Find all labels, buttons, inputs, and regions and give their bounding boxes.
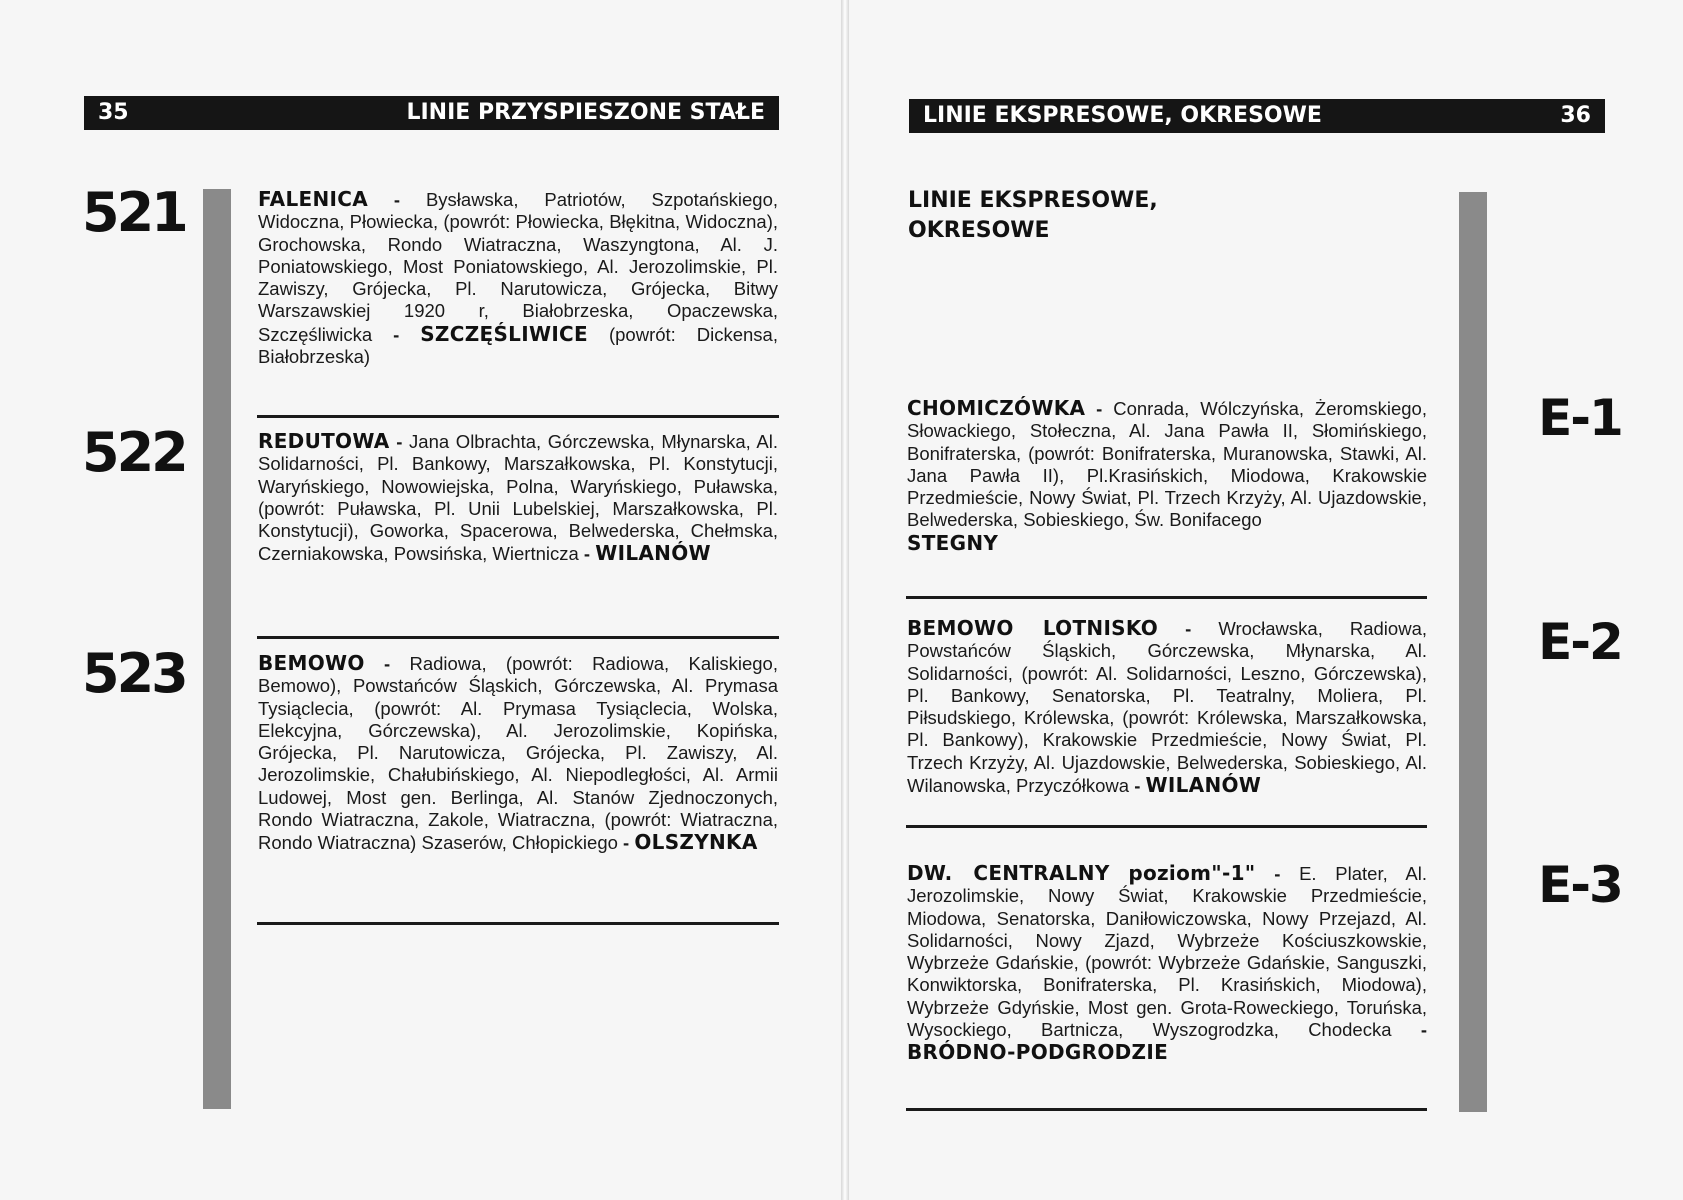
separator-rule [906, 596, 1427, 599]
book-gutter [841, 0, 849, 1200]
route-description-523: BEMOWO - Radiowa, (powrót: Radiowa, Kaliskiego, Bemowo), Powstańców Śląskich, Górczewska, Al. Prymasa Tysiąclecia, (powrót: Al. Prymasa Tysiąclecia, Wolska, Elekcyjna, Górczewska), Al. Jerozolimskie, Kopińska, Grójecka, Pl. Narutowicza, Grójecka, Pl. Zawiszy, Al. Jerozolimskie, Chałubińskiego, Al. Niepodległości, Al. Armii Ludowej, Most gen. Berlinga, Al. Stanów Zjednoczonych, Rondo Wiatraczna, Zakole, Wiatraczna, (powrót: Wiatraczna, Rondo Wiatraczna) Szaserów, Chłopickiego - OLSZYNKA [258, 651, 778, 855]
page-number: 35 [98, 100, 129, 125]
route-code-e3: E-3 [1538, 856, 1622, 914]
route-number-521: 521 [82, 181, 186, 244]
separator-rule [257, 922, 779, 925]
separator-rule [257, 636, 779, 639]
route-via: Wrocławska, Radiowa, Powstańców Śląskich, Górczewska, Młynarska, Al. Solidarności, (powrót: Al. Solidarności, Leszno, Górczewska), Pl. Bankowy, Senatorska, Pl. Teatralny, Moliera, Pl. Piłsudskiego, Królewska, (powrót: Królewska, Marszałkowska, Pl. Bankowy), Krakowskie Przedmieście, Nowy Świat, Pl. Trzech Krzyży, Al. Ujazdowskie, Belwederska, Sobieskiego, Al. Wilanowska, Przyczółkowa [907, 618, 1427, 797]
separator-rule [906, 825, 1427, 828]
route-code-e2: E-2 [1538, 613, 1622, 671]
left-page [0, 0, 841, 1200]
route-via: Bysławska, Patriotów, Szpotańskiego, Widoczna, Płowiecka, (powrót: Płowiecka, Błękitna, Widoczna), Grochowska, Rondo Wiatraczna, Waszyngtona, Al. J. Poniatowskiego, Most Poniatowskiego, Al. Jerozolimskie, Pl. Zawiszy, Grójecka, Pl. Narutowicza, Grójecka, Bitwy Warszawskiej 1920 r, Białobrzeska, Opaczewska, Szczęśliwicka [258, 189, 778, 345]
route-code-e1: E-1 [1538, 389, 1622, 447]
route-destination: SZCZĘŚLIWICE [420, 321, 588, 346]
route-description-e2: BEMOWO LOTNISKO - Wrocławska, Radiowa, Powstańców Śląskich, Górczewska, Młynarska, Al. Solidarności, (powrót: Al. Solidarności, Leszno, Górczewska), Pl. Bankowy, Senatorska, Pl. Teatralny, Moliera, Pl. Piłsudskiego, Królewska, (powrót: Królewska, Marszałkowska, Pl. Bankowy), Krakowskie Przedmieście, Nowy Świat, Pl. Trzech Krzyży, Al. Ujazdowskie, Belwederska, Sobieskiego, Al. Wilanowska, Przyczółkowa - WILANÓW [907, 616, 1427, 798]
route-via: E. Plater, Al. Jerozolimskie, Nowy Świat, Krakowskie Przedmieście, Miodowa, Senatorska, Daniłowiczowska, Nowy Przejazd, Al. Solidarności, Nowy Zjazd, Wybrzeże Kościuszkowskie, Wybrzeże Gdańskie, (powrót: Wybrzeże Gdańskie, Sanguszki, Konwiktorska, Bonifraterska, Pl. Krasińskich, Miodowa), Wybrzeże Gdyńskie, Most gen. Grota-Roweckiego, Toruńska, Wysockiego, Bartnicza, Wyszogrodzka, Chodecka [907, 863, 1427, 1041]
route-destination: BRÓDNO-PODGRODZIE [907, 1040, 1169, 1065]
route-destination: OLSZYNKA [634, 830, 758, 855]
route-description-e3: DW. CENTRALNY poziom"-1" - E. Plater, Al. Jerozolimskie, Nowy Świat, Krakowskie Przedmieście, Miodowa, Senatorska, Daniłowiczowska, Nowy Przejazd, Al. Solidarności, Nowy Zjazd, Wybrzeże Kościuszkowskie, Wybrzeże Gdańskie, (powrót: Wybrzeże Gdańskie, Sanguszki, Konwiktorska, Bonifraterska, Pl. Krasińskich, Miodowa), Wybrzeże Gdyńskie, Most gen. Grota-Roweckiego, Toruńska, Wysockiego, Bartnicza, Wyszogrodzka, Chodecka - BRÓDNO-PODGRODZIE [907, 861, 1427, 1065]
route-return-note: (powrót: Dickensa, Białobrzeska) [258, 323, 778, 368]
header-title: LINIE EKSPRESOWE, OKRESOWE [923, 103, 1322, 128]
route-via: Jana Olbrachta, Górczewska, Młynarska, Al. Solidarności, Pl. Bankowy, Marszałkowska, Pl. Konstytucji, Waryńskiego, Nowowiejska, Polna, Waryńskiego, Puławska, (powrót: Puławska, Pl. Unii Lubelskiej, Marszałkowska, Pl. Konstytucji), Goworka, Spacerowa, Belwederska, Chełmska, Czerniakowska, Powsińska, Wiertnicza [258, 431, 778, 565]
route-origin: DW. CENTRALNY [907, 861, 1110, 885]
page-number: 36 [1560, 103, 1591, 128]
section-title: LINIE EKSPRESOWE, OKRESOWE [908, 188, 1158, 243]
route-description-522: REDUTOWA - Jana Olbrachta, Górczewska, Młynarska, Al. Solidarności, Pl. Bankowy, Marszałkowska, Pl. Konstytucji, Waryńskiego, Nowowiejska, Polna, Waryńskiego, Puławska, (powrót: Puławska, Pl. Unii Lubelskiej, Marszałkowska, Pl. Konstytucji), Goworka, Spacerowa, Belwederska, Chełmska, Czerniakowska, Powsińska, Wiertnicza - WILANÓW [258, 429, 778, 566]
route-destination: STEGNY [907, 530, 999, 555]
route-origin: CHOMICZÓWKA [907, 396, 1086, 420]
route-origin: BEMOWO [258, 651, 365, 675]
separator-rule [257, 415, 779, 418]
route-origin: BEMOWO LOTNISKO [907, 616, 1159, 640]
route-description-521: FALENICA - Bysławska, Patriotów, Szpotańskiego, Widoczna, Płowiecka, (powrót: Płowiecka, Błękitna, Widoczna), Grochowska, Rondo Wiatraczna, Waszyngtona, Al. J. Poniatowskiego, Most Poniatowskiego, Al. Jerozolimskie, Pl. Zawiszy, Grójecka, Pl. Narutowicza, Grójecka, Bitwy Warszawskiej 1920 r, Białobrzeska, Opaczewska, Szczęśliwicka - SZCZĘŚLIWICE (powrót: Dickensa, Białobrzeska) [258, 187, 778, 368]
route-description-e1: CHOMICZÓWKA - Conrada, Wólczyńska, Żeromskiego, Słowackiego, Stołeczna, Al. Jana Pawła II, Słomińskiego, Bonifraterska, (powrót: Bonifraterska, Muranowska, Stawki, Al. Jana Pawła II), Pl.Krasińskich, Miodowa, Krakowskie Przedmieście, Nowy Świat, Pl. Trzech Krzyży, Al. Ujazdowskie, Belwederska, Sobieskiego, Św. Bonifacego STEGNY [907, 396, 1427, 555]
right-page-header [909, 99, 1605, 133]
route-via: Radiowa, (powrót: Radiowa, Kaliskiego, Bemowo), Powstańców Śląskich, Górczewska, Al. Prymasa Tysiąclecia, (powrót: Al. Prymasa Tysiąclecia, Wolska, Elekcyjna, Górczewska), Al. Jerozolimskie, Kopińska, Grójecka, Pl. Narutowicza, Grójecka, Pl. Zawiszy, Al. Jerozolimskie, Chałubińskiego, Al. Niepodległości, Al. Armii Ludowej, Most gen. Berlinga, Al. Stanów Zjednoczonych, Rondo Wiatraczna, Zakole, Wiatraczna, (powrót: Wiatraczna, Rondo Wiatraczna) Szaserów, Chłopickiego [258, 653, 778, 854]
route-origin: FALENICA [258, 187, 368, 211]
left-vertical-bar [203, 189, 231, 1109]
route-destination: WILANÓW [595, 541, 711, 566]
header-title: LINIE PRZYSPIESZONE STAŁE [406, 100, 765, 125]
separator-rule [906, 1108, 1427, 1111]
route-via: Conrada, Wólczyńska, Żeromskiego, Słowackiego, Stołeczna, Al. Jana Pawła II, Słomińskiego, Bonifraterska, (powrót: Bonifraterska, Muranowska, Stawki, Al. Jana Pawła II), Pl.Krasińskich, Miodowa, Krakowskie Przedmieście, Nowy Świat, Pl. Trzech Krzyży, Al. Ujazdowskie, Belwederska, Sobieskiego, Św. Bonifacego [907, 398, 1427, 531]
right-vertical-bar [1459, 192, 1487, 1112]
route-origin: REDUTOWA [258, 429, 390, 453]
route-number-522: 522 [82, 421, 186, 484]
route-destination: WILANÓW [1145, 773, 1262, 798]
route-origin-level: poziom"-1" [1128, 861, 1256, 885]
route-number-523: 523 [82, 642, 186, 705]
left-page-header [84, 96, 779, 130]
